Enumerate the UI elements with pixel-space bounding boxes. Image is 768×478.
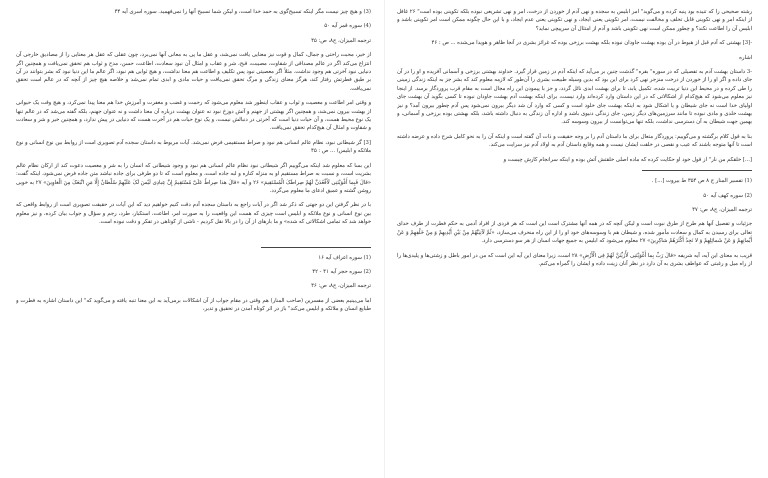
paragraph: قریب به معنای این آیه، آیه شریفه «قالَ رَبِّ بِما أَغْوَیْتَنِی لَأُزَیِّنَنَّ لَهُمْ فِی الْأَرْضِ» ۲۸ است، زیرا معنای این آیه این است که من در امور باطل و زشتی‌ها و پلیدی‌ها را از راه میل و رغبتی که عواطف بشری به آن دارد در نظر آنان زینت داده و ایشان را گمراه می‌کنم. bbox=[397, 252, 752, 267]
paragraph: این بسا که معلوم شد اینکه می‌گوییم اگر شیطانی نبود نظام عالم انسانی هم نبود و وجود شیطانی که انسان را به شر و معصیت دعوت کند از ارکان نظام عالم بشریت است، و نسبت به صراط مستقیم او به منزله کناره و لبه جاده است، و معلوم است که تا دو طرفی برای جاده نباشد متن جاده فرض نمی‌شود، اینکه گفت: «قالَ فَبِما أَغْوَیْتَنِی لَأَقْعُدَنَّ لَهُمْ صِراطَکَ الْمُسْتَقِیمَ» ۲۶ و آیه «قالَ هذا صِراطٌ عَلَیَّ مُسْتَقِیمٌ إِنَّ عِبادِی لَیْسَ لَکَ عَلَیْهِمْ سُلْطانٌ إِلَّا مَنِ اتَّبَعَکَ مِنَ الْغاوِینَ» ۲۷ به خوبی روشن گشته و عمیق ادعای ما معلوم می‌گردد. bbox=[16, 162, 371, 194]
paragraph: و وقتی امر اطاعت و معصیت و ثواب و عقاب اینطور شد معلوم می‌شود که رحمت و غضب و مغفرت و آمرزش خدا هم معنا پیدا نمی‌کرد، و هیچ وقت یک حیوانی از بهشت بیرون نمی‌شد، و همچنین اگر بهشتی از جهنم و آتش دوزخ نبود نه عنوان بهشت درباره آن معنا داشت و نه عنوان جهنم، بلکه گفته می‌شد که در عالم تنها یک نوع محیط هست، و آن حیات دنیا است که آخرتی در دنبالش نیست، و یک نوع حیات هم در آخرت هست که دنیایی در پیش ندارد، و همچنین خیر و شر و سعادت و شقاوت و امثال آن هیچ‌کدام تحقق نمی‌یافت. bbox=[16, 100, 371, 132]
left-page bbox=[16, 8, 371, 470]
footnote: (2) سوره کهف آیه ۵۰ bbox=[703, 192, 752, 199]
page-marker: ترجمه المیزان، ج۸، ص: ۴۵ bbox=[311, 37, 371, 44]
footnote: (2) سوره حجر آیه ۴۱ - ۴۲ bbox=[312, 268, 371, 275]
page-marker: ترجمه المیزان، ج۸، ص: ۴۶ bbox=[311, 283, 371, 290]
paragraph: [...] خلقکم من نار" از قول خود او حکایت کرده که ماده اصلی خلقتش آتش بوده و اینکه سرانجام کارش چیست و bbox=[503, 156, 752, 163]
paragraph: (3) و هیچ چیز نیست مگر اینکه تسبیح‌گوی به حمد خدا است، و لیکن شما تسبیح آنها را نمی‌فهمید. سوره اسری آیه ۴۴ bbox=[114, 9, 371, 15]
paragraph: جزئیات و تفصیل آنها هم طرح از طرق نبوت است و لیکن آنچه که در همه آنها مشترک است این است که هر فردی از افراد آدمی به حکم فطرت از طرف خدای تعالی برای رسیدن به کمال و سعادت مأمور شده، و شیطان هم با وسوسه‌های خود او را از این راه منحرف می‌سازد، «ثُمَّ لَآتِیَنَّهُمْ مِنْ بَیْنِ أَیْدِیهِمْ وَ مِنْ خَلْفِهِمْ وَ عَنْ أَیْمانِهِمْ وَ عَنْ شَمائِلِهِمْ وَ لا تَجِدُ أَکْثَرَهُمْ شاکِرِینَ» ۲۷ معلوم می‌شود که ابلیس به جمیع جهات انسان از هر سو دسترسی دارد. bbox=[397, 221, 752, 245]
footnote: (1) تفسیر المنار ج ۸ ص ۳۵۴ ط بیروت [...] . bbox=[651, 178, 752, 185]
section-label: اشاره bbox=[739, 54, 752, 61]
page-gutter bbox=[384, 0, 385, 478]
footnote: (1) سوره اعراف آیه ۱۶ bbox=[318, 254, 371, 261]
footnote-rule bbox=[261, 247, 371, 248]
paragraph: بنا به قول کلام برگشته و می‌گوییم: پروردگار متعال برای ما داستان آدم را بر وجه حقیقت و ذات آن گفته است و اینکه آن را به نحو کامل شرح داده و عرضه داشته است تا آنها متوجه باشند که عیب و نقصی در خلقت ایشان نیست و همه وقایع داستان آدم به اولاد آدم نیز سرایت می‌کند. bbox=[397, 133, 752, 149]
paragraph: رشته صحیحی را که تنیده بود پنبه کرده و می‌گوید" امر ابلیس به سجده و نهی آدم از خوردن از درخت، امر و نهی تشریعی نبوده بلکه تکوینی بوده است" ۲۶ غافل از اینکه امر و نهی تکوینی قابل تخلف و مخالفت نیست، امر تکوینی یعنی ایجاد، و نهی تکوینی یعنی عدم ایجاد، و با این حال چگونه ممکن است امر تکوینی باشد و ابلیس آن را اطاعت نکند؟ و چطور ممکن است نهی تکوینی باشد و آدم از امتثال آن سرپیچی نماید؟ bbox=[397, 9, 752, 32]
section-heading: -[3] بهشتی که آدم قبل از هبوط در آن بوده بهشت جاودان نبوده بلکه بهشت برزخی بوده که غرائز بشری در آنجا ظاهر و هویدا می‌شده ... ص : ۴۶ bbox=[431, 40, 752, 47]
page-marker: ترجمه المیزان، ج۸، ص: ۴۷ bbox=[692, 206, 752, 213]
paragraph: (4) سوره قمر آیه ۵۰ bbox=[324, 23, 371, 30]
paragraph: از خیر، محبت راحتی و جمال، کمال و قوت نیز معنایی یافت نمی‌شد، و عقل ما پی به معانی آنها نمی‌برد، چون عقلی که عقل هر معنایی را از مصادیق خارجی آن انتزاع می‌کند اگر در عالم مصداقی از شقاوت، مصیبت، قبح، شر و عقاب و امثال آن نبود سعادت، اطاعت، حسن، مدح و ثواب هم تحقق نمی‌یافت و همچنین اگر دنیایی نبود آخرتی هم وجود نداشت. مثلاً اگر معصیتی نبود پس تکلیف و اطاعت هم معنا نداشت، و هیچ ثوابی هم نبود، اگر عالم ما این دنیا نبود که بشر بتوانند در آن بر طبق فطرتش رفتار کند، هرگز معنای زندگی و مرگ تحقق نمی‌یافت و حیات مادی و ابدی تمام نمی‌شد و خلاصه هیچ چیز از آنچه که در عالم است تحقق نمی‌یافت. bbox=[16, 52, 371, 92]
paragraph: -3 داستان بهشت آدم به تفصیلی که در سوره" بقره" گذشت چنین بر می‌آید که اینکه آدم در زمین قرار گیرد. خداوند بهشتی برزخی و آسمانی آفریده و او را در آن جای داده و اگر او را از خوردن از درخت منزجر نهی کرد برای این بود که بدین وسیله طبیعت بشری را آن‌طور که لازمه معلوم کند که بشر جز به اینکه زندگی زمینی را طی کرده و در محیط این دنیا تربیت شده، تکمیل یابد، تا برای بهشت ابدی نائل گردد، و جز با پیمودن این راه مجال است به مقام قرب پروردگار برسد. از اینجا نیز معلوم می‌شود که هیچ‌کدام از اشکالاتی که در این داستان وارد کرده‌اند وارد نیست، برای اینکه بهشت آدم بهشت جاودان نبوده تا کسی بگوید آن بهشت جای اولیای خدا است نه جای شیطان و یا اشکال شود به اینکه بهشت جای خلود است و کسی که وارد آن شد دیگر بیرون نمی‌شود پس آدم چطور بیرون آمد؟ و نیز بهشت خلدی و مادی نبوده تا مانند سرزمین‌های دیگر زمین، جای زندگی دنیوی باشد و اداره آن زندگی به دنبال داشته باشد، بلکه بهشتی بوده برزخی و آسمانی، و بهمین جهت شیطان به آن دسترسی نداشت، بلکه تنها می‌توانست از بیرون وسوسه کند. bbox=[397, 69, 752, 126]
footnote-rule bbox=[642, 170, 752, 171]
paragraph: با در نظر گرفتن این دو جهتی که ذکر شد اگر در آیات راجع به داستان سجده آدم دقت کنیم خواهیم دید که این آیات در حقیقت تصویری است از روابط واقعی که بین نوع انسانی و نوع ملائکه و ابلیس است چیزی که هست این واقعیت را به صورت امر، اطاعت، استکبار، طرد، رجم و سؤال و جواب بیان کرده، و نیز معلوم خواهد شد که تمامی اشکالاتی که شده» و ما بارهای از آن را در بالا نقل کردیم - ناشی از کوتاهی در تفکر و دقت نبوده است. bbox=[16, 202, 371, 226]
section-heading: [3] گر شیطانی نبود، نظام عالم انسانی هم نبود و صراط مستقیمی فرض نمی‌شد. آیات مربوط به داستان سجده آدم تصویری است از روابط بین نوع انسانی و نوع ملائکه و ابلیس) ... ص : ۴۵ bbox=[16, 139, 371, 155]
paragraph: اما می‌بینیم بعضی از مفسرین (صاحب المنار) هم وقتی در مقام جواب از آن اشکالات برمی‌آید به این معنا تنبه یافته و می‌گوید که" این داستان اشاره به فطرت و طبایع انسان و ملائکه و ابلیس می‌کند" باز در اثر کوتاه آمدن در تحقیق و تدبر، bbox=[16, 297, 371, 313]
right-page bbox=[397, 8, 752, 470]
